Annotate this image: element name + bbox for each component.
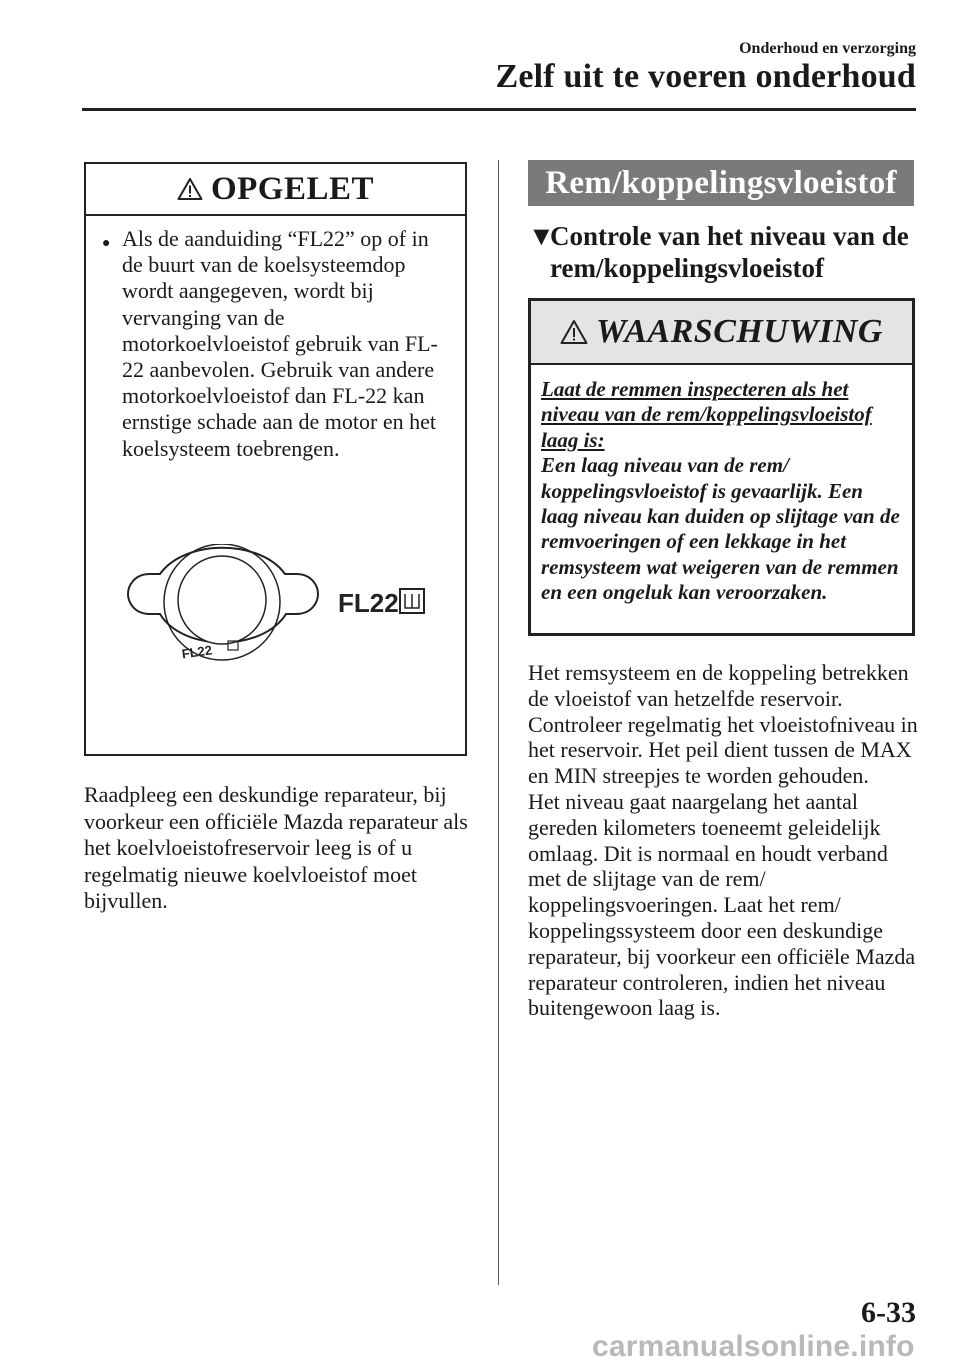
page-title: Zelf uit te voeren onderhoud: [495, 58, 916, 95]
subheading: [528, 220, 918, 284]
warning-title: WAARSCHUWING: [596, 313, 883, 350]
brake-fluid-paragraph-3: Het niveau gaat naargelang het aantal gereden kilometers toeneemt geleidelijk omlaag. Dit is normaal en houdt verband met de slijtage van de rem/ koppelingsvoeringen. Laat het rem/ koppelingssysteem door een deskundige reparateur, bij voorkeur een officiële Mazda reparateur controleren, indien het niveau buitengewoon laag is.: [528, 788, 916, 1021]
brake-fluid-paragraph-1: Het remsysteem en de koppeling betrekken de vloeistof van hetzelfde reservoir.: [528, 660, 909, 711]
watermark: carmanualsonline.info: [592, 1330, 915, 1363]
radiator-cap-illustration: [100, 544, 450, 694]
column-divider: [498, 160, 499, 1285]
caution-box: [84, 162, 467, 756]
fl22-label: FL22: [338, 588, 399, 618]
warning-underlined-text: Laat de remmen inspecteren als het niveau van de rem/koppelingsvloeistof laag is:: [541, 377, 872, 452]
brake-fluid-paragraph: [528, 660, 918, 1021]
warning-triangle-icon: [560, 319, 588, 345]
brake-fluid-paragraph-2: Controleer regelmatig het vloeistofniveau in het reservoir. Het peil dient tussen de MAX en MIN streepjes te worden gehouden.: [528, 711, 918, 789]
warning-header: [531, 301, 912, 365]
caution-bullet: [102, 226, 447, 462]
section-heading: Rem/koppelingsvloeistof: [528, 160, 914, 206]
warning-text: Een laag niveau van de rem/ koppelingsvloeistof is gevaarlijk. Een laag niveau kan duiden op slijtage van de remvoeringen of een lekkage in het remsysteem wat weigeren van de remmen en een ongeluk kan veroorzaken.: [541, 453, 900, 605]
cap-label-text: FL22: [180, 642, 213, 662]
bullet-icon: ●: [102, 236, 111, 251]
cap-inner-disc: [178, 556, 266, 644]
warning-box: [528, 298, 915, 636]
coolant-advice-paragraph: Raadpleeg een deskundige reparateur, bij voorkeur een officiële Mazda reparateur als het koelvloeistofreservoir leeg is of u regelmatig nieuwe koelvloeistof moet bijvullen.: [84, 782, 468, 913]
page-number: 6-33: [861, 1296, 916, 1329]
header-divider: [82, 108, 916, 111]
subheading-line-2: rem/koppelingsvloeistof: [550, 253, 825, 283]
caution-header: [86, 164, 465, 216]
subheading-line-1: Controle van het niveau van de: [550, 221, 909, 251]
caution-title: OPGELET: [210, 170, 375, 207]
header-section-name: Onderhoud en verzorging: [739, 40, 916, 57]
triangle-bullet-icon: ▼: [528, 221, 555, 251]
warning-triangle-icon: [177, 177, 203, 201]
caution-bullet-text: Als de aanduiding “FL22” op of in de buurt van de koelsysteemdop wordt aangegeven, wordt bij vervanging van de motorkoelvloeistof gebruik van FL-22 aanbevolen. Gebruik van andere motorkoelvloeistof dan FL-22 kan ernstige schade aan de motor en het koelsysteem toebrengen.: [122, 226, 438, 461]
